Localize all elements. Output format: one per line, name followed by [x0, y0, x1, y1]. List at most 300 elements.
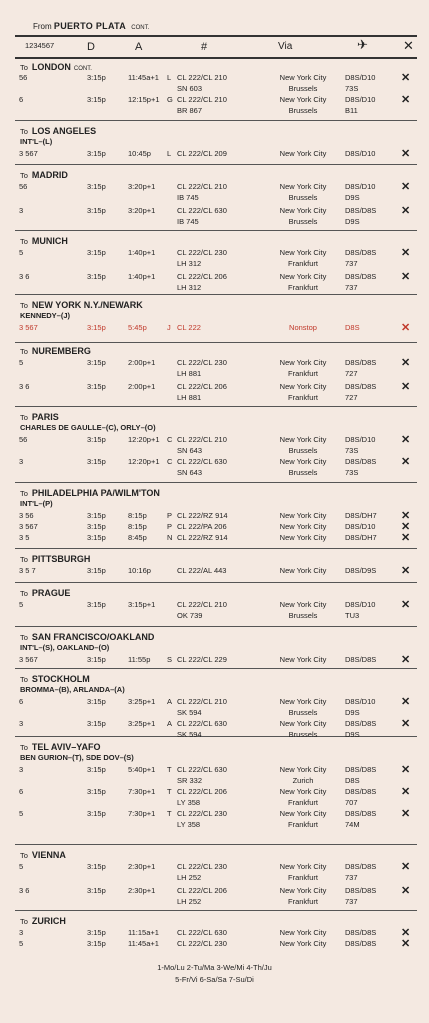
- flight-number-text: CL 222/CL 630: [177, 765, 227, 774]
- via-city: New York City: [279, 95, 327, 104]
- connection-flight: LY 358: [177, 820, 201, 829]
- stops-x-icon: ✕: [401, 565, 411, 577]
- via-city: New York City: [279, 248, 327, 257]
- flight-row: [15, 149, 417, 161]
- connection-flight: OK 739: [177, 611, 203, 620]
- arrival-time: 1:40p+1: [128, 272, 156, 281]
- stops-x-icon: ✕: [401, 521, 411, 533]
- departure-column-header: D: [87, 41, 95, 53]
- to-label: To: [20, 347, 28, 356]
- destination-heading: [20, 554, 90, 564]
- stops-x-icon: ✕: [401, 718, 411, 730]
- equipment: D8S/D8S: [345, 206, 377, 215]
- connection-via: Frankfurt: [287, 259, 318, 268]
- equipment: D8S/D10: [345, 435, 376, 444]
- connection-equipment: 73S: [345, 468, 359, 477]
- arrival-time: 12:20p+1: [128, 457, 160, 466]
- to-label: To: [20, 489, 28, 498]
- stops-x-icon: ✕: [401, 322, 411, 334]
- destination-heading: [20, 588, 70, 598]
- departure-time: 3:15p: [87, 862, 106, 871]
- origin-city: PUERTO PLATA: [53, 21, 127, 31]
- via-city: New York City: [279, 765, 327, 774]
- via-city: New York City: [279, 787, 327, 796]
- operating-days: 3: [19, 719, 24, 728]
- via-city: New York City: [279, 809, 327, 818]
- to-label: To: [20, 171, 28, 180]
- operating-days: 6: [19, 95, 24, 104]
- arrival-time: 8:45p: [128, 533, 147, 542]
- flight-row: [15, 533, 417, 545]
- connection-equipment: D9S: [345, 217, 360, 226]
- arrival-time: 3:25p+1: [128, 697, 156, 706]
- equipment: D8S/D9S: [345, 566, 377, 575]
- arrival-time: 7:30p+1: [128, 787, 156, 796]
- operating-days: 3 567: [19, 522, 38, 531]
- flight-number-text: CL 222/CL 206: [177, 272, 227, 281]
- arrival-time: 5:40p+1: [128, 765, 156, 774]
- flight-number: [167, 206, 227, 215]
- destination-city: PARIS: [31, 412, 59, 422]
- via-city: New York City: [279, 533, 327, 542]
- via-city: New York City: [279, 272, 327, 281]
- connection-via: Zurich: [292, 776, 314, 785]
- flight-number-text: CL 222/CL 209: [177, 149, 227, 158]
- section-divider: [15, 626, 417, 627]
- connection-row: [15, 259, 417, 270]
- connection-row: [15, 283, 417, 294]
- stops-x-icon: ✕: [401, 271, 411, 283]
- departure-time: 3:15p: [87, 809, 106, 818]
- flight-number: [167, 809, 227, 818]
- airport-code: P: [167, 522, 173, 531]
- airport-code: N: [167, 533, 173, 542]
- connection-flight: SN 643: [177, 446, 203, 455]
- stops-x-icon: ✕: [401, 381, 411, 393]
- via-city: New York City: [279, 522, 327, 531]
- connection-flight: SK 594: [177, 730, 202, 739]
- connection-row: [15, 217, 417, 228]
- stops-x-icon: ✕: [401, 599, 411, 611]
- connection-row: [15, 468, 417, 479]
- equipment: D8S/D8S: [345, 272, 377, 281]
- operating-days: 56: [19, 435, 28, 444]
- destination-heading: [20, 488, 160, 498]
- flight-number-text: CL 222/CL 210: [177, 95, 227, 104]
- connection-row: [15, 708, 417, 719]
- airport-code: C: [167, 435, 173, 444]
- connection-row: [15, 193, 417, 204]
- flight-number-text: CL 222/CL 230: [177, 862, 227, 871]
- flight-number-text: CL 222/CL 230: [177, 358, 227, 367]
- section-divider: [15, 230, 417, 231]
- arrival-time: 3:20p+1: [128, 182, 156, 191]
- stops-x-icon: ✕: [401, 94, 411, 106]
- arrival-time: 2:30p+1: [128, 862, 156, 871]
- operating-days: 3 567: [19, 323, 38, 332]
- stops-x-icon: ✕: [401, 72, 411, 84]
- operating-days: 6: [19, 697, 24, 706]
- airport-code: T: [167, 809, 172, 818]
- connection-equipment: 737: [345, 259, 358, 268]
- stops-x-icon: ✕: [401, 205, 411, 217]
- equipment: D8S/D10: [345, 182, 376, 191]
- to-label: To: [20, 413, 28, 422]
- departure-time: 3:15p: [87, 787, 106, 796]
- departure-time: 3:15p: [87, 600, 106, 609]
- arrival-time: 11:45a+1: [128, 939, 159, 948]
- flight-number: [167, 358, 227, 367]
- connection-via: Frankfurt: [287, 897, 318, 906]
- via-city: New York City: [279, 600, 327, 609]
- connection-equipment: 73S: [345, 84, 359, 93]
- to-label: To: [20, 555, 28, 564]
- airport-code: A: [167, 697, 173, 706]
- connection-equipment: 74M: [345, 820, 360, 829]
- flight-number: [167, 765, 227, 774]
- flight-number: [167, 457, 227, 466]
- flight-number: [167, 511, 228, 520]
- airport-codes: BEN GURION–(T), SDE DOV–(S): [20, 753, 134, 762]
- equipment: D8S/D8S: [345, 248, 377, 257]
- connection-via: Brussels: [288, 730, 318, 739]
- flight-number: [167, 939, 227, 948]
- operating-days: 3 5 7: [19, 566, 36, 575]
- connection-via: Frankfurt: [287, 283, 318, 292]
- airport-code: G: [167, 95, 173, 104]
- via-column-header: Via: [278, 41, 293, 52]
- flight-number-text: CL 222: [177, 323, 201, 332]
- equipment: D8S/D8S: [345, 787, 377, 796]
- arrival-time: 10:16p: [128, 566, 151, 575]
- flight-number-text: CL 222/CL 230: [177, 939, 227, 948]
- arrival-time: 2:30p+1: [128, 886, 156, 895]
- airport-code: L: [167, 149, 172, 158]
- connection-row: [15, 446, 417, 457]
- flight-number: [167, 382, 227, 391]
- departure-time: 3:15p: [87, 435, 106, 444]
- connection-row: [15, 798, 417, 809]
- stops-x-icon: ✕: [401, 696, 411, 708]
- flight-number-text: CL 222/CL 206: [177, 787, 227, 796]
- departure-time: 3:15p: [87, 533, 106, 542]
- section-divider: [15, 164, 417, 165]
- departure-time: 3:15p: [87, 182, 106, 191]
- day-legend-line-1: 1-Mo/Lu 2-Tu/Ma 3-We/Mi 4-Th/Ju: [157, 963, 272, 972]
- airport-code: C: [167, 457, 173, 466]
- arrival-time: 2:00p+1: [128, 382, 156, 391]
- arrival-time: 8:15p: [128, 522, 147, 531]
- airport-codes: INT'L–(P): [20, 499, 53, 508]
- to-label: To: [20, 301, 28, 310]
- stops-x-icon: ✕: [401, 357, 411, 369]
- flight-number: [167, 95, 227, 104]
- airport-codes: KENNEDY–(J): [20, 311, 71, 320]
- flight-column-header: #: [201, 41, 208, 53]
- flight-number: [167, 600, 227, 609]
- departure-time: 3:15p: [87, 206, 106, 215]
- operating-days: 5: [19, 600, 24, 609]
- origin-heading: [33, 21, 149, 31]
- flight-number: [167, 655, 227, 664]
- operating-days: 56: [19, 182, 28, 191]
- airport-codes: INT'L–(S), OAKLAND–(O): [20, 643, 110, 652]
- flight-number-text: CL 222/CL 210: [177, 73, 227, 82]
- connection-equipment: D8S: [345, 776, 360, 785]
- to-label: To: [20, 589, 28, 598]
- arrival-time: 3:20p+1: [128, 206, 156, 215]
- connection-flight: LH 252: [177, 897, 202, 906]
- connection-equipment: D9S: [345, 193, 360, 202]
- equipment: D8S/D10: [345, 522, 376, 531]
- connection-flight: LH 312: [177, 259, 202, 268]
- connection-row: [15, 84, 417, 95]
- connection-equipment: 737: [345, 283, 358, 292]
- destination-heading: [20, 412, 59, 422]
- departure-time: 3:15p: [87, 149, 106, 158]
- connection-flight: SR 332: [177, 776, 203, 785]
- flight-row: [15, 939, 417, 951]
- to-label: To: [20, 743, 28, 752]
- arrival-time: 5:45p: [128, 323, 147, 332]
- flight-number: [167, 435, 227, 444]
- flight-number: [167, 149, 227, 158]
- destination-heading: [20, 632, 154, 642]
- flight-number: [167, 323, 201, 332]
- section-divider: [15, 482, 417, 483]
- destination-city: SAN FRANCISCO/OAKLAND: [31, 632, 155, 642]
- equipment: D8S/D10: [345, 149, 376, 158]
- equipment: D8S/D8S: [345, 862, 377, 871]
- to-label: To: [20, 675, 28, 684]
- operating-days: 3 56: [19, 511, 34, 520]
- connection-via: Brussels: [288, 708, 318, 717]
- airplane-icon: ✈: [357, 37, 368, 52]
- departure-time: 3:15p: [87, 248, 106, 257]
- destination-city: MADRID: [31, 170, 68, 180]
- section-divider: [15, 910, 417, 911]
- flight-number-text: CL 222/CL 630: [177, 457, 227, 466]
- operating-days: 5: [19, 862, 24, 871]
- departure-time: 3:15p: [87, 939, 106, 948]
- stops-x-icon: ✕: [401, 808, 411, 820]
- airport-codes: BROMMA–(B), ARLANDA–(A): [20, 685, 125, 694]
- flight-number: [167, 566, 226, 575]
- equipment: D8S/DH7: [345, 511, 377, 520]
- operating-days: 3 6: [19, 272, 30, 281]
- stops-x-icon: ✕: [401, 510, 411, 522]
- flight-number-text: CL 222/CL 210: [177, 697, 227, 706]
- destination-heading: [20, 850, 66, 860]
- operating-days: 3: [19, 928, 24, 937]
- flight-number-text: CL 222/CL 630: [177, 719, 227, 728]
- destination-city: PITTSBURGH: [31, 554, 91, 564]
- equipment: D8S/D8S: [345, 886, 377, 895]
- destination-city: TEL AVIV–YAFO: [31, 742, 101, 752]
- operating-days: 5: [19, 939, 24, 948]
- via-city: New York City: [279, 939, 327, 948]
- equipment: D8S/D8S: [345, 765, 377, 774]
- via-city: New York City: [279, 697, 327, 706]
- flight-number: [167, 787, 227, 796]
- connection-flight: SK 594: [177, 708, 202, 717]
- section-divider: [15, 406, 417, 407]
- connection-via: Brussels: [288, 611, 318, 620]
- arrival-time: 12:15p+1: [128, 95, 160, 104]
- stops-x-icon: ✕: [401, 532, 411, 544]
- flight-number: [167, 533, 228, 542]
- destination-city: MUNICH: [31, 236, 68, 246]
- operating-days: 5: [19, 809, 24, 818]
- via-city: New York City: [279, 566, 327, 575]
- departure-time: 3:15p: [87, 765, 106, 774]
- equipment: D8S/D8S: [345, 939, 377, 948]
- destination-city: LONDON: [31, 62, 71, 72]
- connection-flight: IB 745: [177, 217, 199, 226]
- flight-number-text: CL 222/CL 630: [177, 928, 227, 937]
- connection-equipment: 727: [345, 393, 358, 402]
- to-label: To: [20, 127, 28, 136]
- stops-x-icon: ✕: [403, 38, 414, 53]
- section-divider: [15, 294, 417, 295]
- via-city: Nonstop: [289, 323, 317, 332]
- destination-heading: [20, 62, 92, 72]
- operating-days: 5: [19, 248, 24, 257]
- via-city: New York City: [279, 435, 327, 444]
- stops-x-icon: ✕: [401, 938, 411, 950]
- stops-x-icon: ✕: [401, 456, 411, 468]
- column-header: [15, 34, 417, 58]
- arrival-time: 1:40p+1: [128, 248, 156, 257]
- arrival-time: 10:45p: [128, 149, 151, 158]
- departure-time: 3:15p: [87, 522, 106, 531]
- stops-x-icon: ✕: [401, 885, 411, 897]
- connection-equipment: B11: [345, 106, 358, 115]
- operating-days: 3: [19, 457, 24, 466]
- departure-time: 3:15p: [87, 95, 106, 104]
- equipment: D8S/D10: [345, 697, 376, 706]
- connection-via: Brussels: [288, 446, 318, 455]
- flight-row: [15, 655, 417, 667]
- operating-days: 6: [19, 787, 24, 796]
- connection-row: [15, 393, 417, 404]
- via-city: New York City: [279, 886, 327, 895]
- connection-row: [15, 820, 417, 831]
- connection-flight: LH 881: [177, 369, 202, 378]
- via-city: New York City: [279, 457, 327, 466]
- connection-row: [15, 106, 417, 117]
- connection-flight: SN 603: [177, 84, 203, 93]
- destination-city: NEW YORK N.Y./NEWARK: [31, 300, 143, 310]
- departure-time: 3:15p: [87, 566, 106, 575]
- stops-x-icon: ✕: [401, 654, 411, 666]
- stops-x-icon: ✕: [401, 861, 411, 873]
- flight-number: [167, 862, 227, 871]
- connection-equipment: 727: [345, 369, 358, 378]
- connection-via: Brussels: [288, 217, 318, 226]
- departure-time: 3:15p: [87, 358, 106, 367]
- equipment: D8S/D10: [345, 95, 376, 104]
- to-label: To: [20, 237, 28, 246]
- connection-via: Frankfurt: [287, 820, 318, 829]
- flight-number: [167, 182, 227, 191]
- connection-via: Frankfurt: [287, 798, 318, 807]
- via-city: New York City: [279, 511, 327, 520]
- arrival-time: 3:15p+1: [128, 600, 156, 609]
- flight-number: [167, 719, 227, 728]
- via-city: New York City: [279, 149, 327, 158]
- connection-equipment: 737: [345, 897, 358, 906]
- connection-row: [15, 873, 417, 884]
- flight-number-text: CL 222/CL 206: [177, 886, 227, 895]
- via-city: New York City: [279, 719, 327, 728]
- section-divider: [15, 120, 417, 121]
- flight-number-text: CL 222/PA 206: [177, 522, 227, 531]
- departure-time: 3:15p: [87, 323, 106, 332]
- flight-number: [167, 697, 227, 706]
- connection-via: Brussels: [288, 84, 318, 93]
- days-column-header: 1234567: [25, 41, 55, 50]
- departure-time: 3:15p: [87, 719, 106, 728]
- equipment: D8S/D8S: [345, 655, 377, 664]
- connection-equipment: 737: [345, 873, 358, 882]
- connection-row: [15, 611, 417, 622]
- connection-row: [15, 776, 417, 787]
- arrival-time: 7:30p+1: [128, 809, 156, 818]
- arrival-column-header: A: [135, 41, 143, 53]
- equipment: D8S/D8S: [345, 358, 377, 367]
- connection-row: [15, 369, 417, 380]
- flight-row: [15, 566, 417, 578]
- arrival-time: 11:55p: [128, 655, 151, 664]
- equipment: D8S/D8S: [345, 809, 377, 818]
- destination-heading: [20, 236, 68, 246]
- flight-number-text: CL 222/CL 206: [177, 382, 227, 391]
- departure-time: 3:15p: [87, 655, 106, 664]
- flight-number-text: CL 222/CL 230: [177, 248, 227, 257]
- flight-number-text: CL 222/CL 210: [177, 435, 227, 444]
- operating-days: 3 5: [19, 533, 30, 542]
- cont-label: CONT.: [73, 66, 92, 72]
- connection-flight: IB 745: [177, 193, 199, 202]
- destination-city: NUREMBERG: [31, 346, 91, 356]
- from-label: From: [33, 22, 52, 31]
- via-city: New York City: [279, 862, 327, 871]
- departure-time: 3:15p: [87, 272, 106, 281]
- equipment: D8S/D8S: [345, 928, 377, 937]
- header-bottom-rule: [15, 57, 417, 59]
- flight-number: [167, 73, 227, 82]
- equipment: D8S/D8S: [345, 719, 377, 728]
- flight-number-text: CL 222/CL 230: [177, 809, 227, 818]
- connection-equipment: 73S: [345, 446, 359, 455]
- via-city: New York City: [279, 382, 327, 391]
- connection-flight: BR 867: [177, 106, 203, 115]
- airport-codes: CHARLES DE GAULLE–(C), ORLY–(O): [20, 423, 156, 432]
- operating-days: 3 6: [19, 382, 30, 391]
- via-city: New York City: [279, 358, 327, 367]
- flight-number: [167, 272, 227, 281]
- flight-number-text: CL 222/CL 630: [177, 206, 227, 215]
- section-divider: [15, 668, 417, 669]
- connection-via: Frankfurt: [287, 369, 318, 378]
- connection-flight: LY 358: [177, 798, 201, 807]
- destination-city: VIENNA: [31, 850, 66, 860]
- connection-row: [15, 730, 417, 741]
- connection-row: [15, 897, 417, 908]
- destination-city: STOCKHOLM: [31, 674, 90, 684]
- departure-time: 3:15p: [87, 928, 106, 937]
